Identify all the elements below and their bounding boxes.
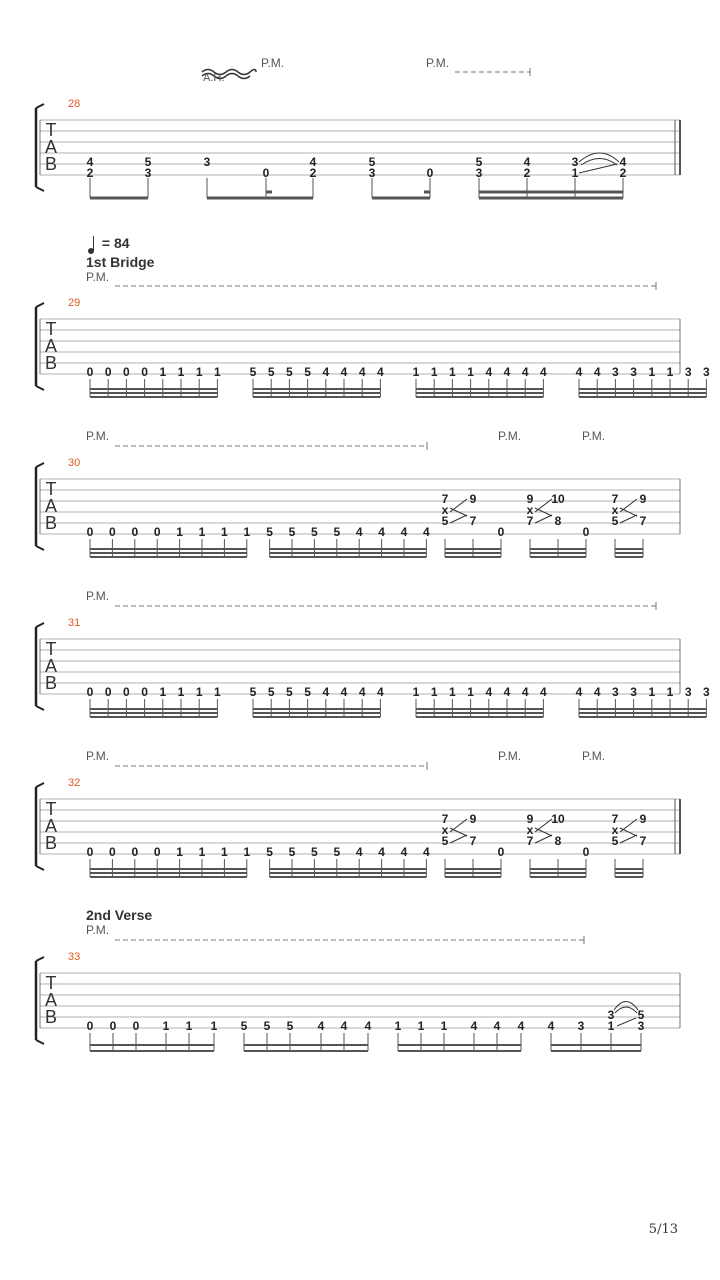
palm-mute-label: P.M. [86, 429, 110, 443]
dead-note-mark: x [611, 823, 619, 837]
fret-number: 1 [430, 365, 438, 379]
fret-number: 4 [358, 365, 366, 379]
fret-number: 5 [441, 514, 449, 528]
tab-clef-letter: T [45, 479, 57, 499]
section-title-2nd-verse: 2nd Verse [86, 907, 153, 923]
fret-number: 1 [243, 845, 251, 859]
fret-number: 1 [176, 845, 183, 859]
fret-number: 5 [304, 685, 311, 699]
fret-number: 7 [611, 812, 619, 826]
fret-number: 0 [123, 365, 130, 379]
staff-bracket [36, 386, 44, 390]
fret-number: 5 [304, 365, 311, 379]
fret-number: 5 [240, 1019, 248, 1033]
fret-number: 1 [159, 365, 167, 379]
palm-mute-label: P.M. [261, 56, 285, 70]
fret-number: 3 [703, 685, 710, 699]
fret-number: 3 [612, 685, 619, 699]
slide-x-mark [620, 499, 637, 516]
fret-number: 1 [607, 1019, 615, 1033]
palm-mute-label: P.M. [86, 923, 110, 937]
staff-bracket [36, 957, 44, 961]
fret-number: 1 [571, 166, 579, 180]
tab-clef-letter: T [45, 639, 57, 659]
tempo-value: = 84 [101, 235, 130, 251]
fret-number: 1 [666, 365, 674, 379]
fret-number: 4 [540, 365, 547, 379]
fret-number: 7 [441, 812, 449, 826]
staff-bracket [36, 303, 44, 307]
fret-number: 4 [309, 155, 317, 169]
fret-number: 3 [203, 155, 211, 169]
fret-number: 4 [547, 1019, 555, 1033]
fret-number: 0 [132, 1019, 140, 1033]
staff-bracket [36, 706, 44, 710]
fret-number: 5 [333, 525, 341, 539]
fret-number: 1 [195, 685, 203, 699]
fret-number: 1 [198, 525, 206, 539]
fret-number: 5 [249, 365, 257, 379]
fret-number: 4 [485, 685, 493, 699]
palm-mute-label: P.M. [426, 56, 450, 70]
fret-number: 0 [131, 845, 139, 859]
fret-number: 4 [86, 155, 94, 169]
fret-number: 4 [503, 365, 511, 379]
fret-number: 4 [619, 155, 627, 169]
artificial-harmonic-label: A.H. [203, 72, 225, 84]
dead-note-mark: x [441, 503, 449, 517]
fret-number: 0 [262, 166, 270, 180]
fret-number: 7 [469, 514, 477, 528]
staff-bracket [36, 463, 44, 467]
fret-number: 4 [340, 685, 348, 699]
fret-number: 4 [378, 525, 385, 539]
staff-bracket [36, 623, 44, 627]
fret-number: 1 [159, 685, 167, 699]
slide-line [579, 164, 617, 173]
fret-number: 1 [214, 685, 221, 699]
fret-number: 4 [423, 525, 430, 539]
fret-number: 2 [619, 166, 627, 180]
fret-number: 4 [377, 685, 384, 699]
fret-number: 5 [288, 845, 296, 859]
tab-clef-letter: B [44, 1007, 58, 1027]
fret-number: 4 [523, 155, 531, 169]
fret-number: 0 [131, 525, 139, 539]
fret-number: 0 [153, 845, 161, 859]
fret-number: 0 [497, 525, 505, 539]
fret-number: 1 [198, 845, 206, 859]
fret-number: 3 [571, 155, 579, 169]
palm-mute-label: P.M. [498, 749, 522, 763]
slide-line [620, 515, 637, 523]
fret-number: 1 [417, 1019, 425, 1033]
measure-number: 31 [68, 617, 81, 629]
fret-number: 4 [575, 365, 583, 379]
fret-number: 9 [526, 812, 534, 826]
fret-number: 4 [593, 685, 601, 699]
staff-bracket [36, 104, 44, 108]
fret-number: 5 [611, 514, 619, 528]
fret-number: 5 [368, 155, 376, 169]
fret-number: 5 [267, 365, 275, 379]
fret-number: 4 [593, 365, 601, 379]
fret-number: 1 [185, 1019, 193, 1033]
palm-mute-label: P.M. [86, 589, 110, 603]
slide-line [535, 515, 552, 523]
page-number: 5/13 [648, 1222, 678, 1237]
fret-number: 9 [469, 492, 477, 506]
palm-mute-label: P.M. [582, 429, 606, 443]
fret-number: 5 [311, 845, 318, 859]
fret-number: 1 [176, 525, 183, 539]
tab-clef-letter: T [45, 973, 57, 993]
dead-note-mark: x [526, 503, 534, 517]
fret-number: 0 [109, 845, 116, 859]
fret-number: 5 [249, 685, 257, 699]
fret-number: 10 [551, 492, 565, 506]
tab-clef-letter: A [44, 656, 58, 676]
tab-clef-letter: B [44, 154, 58, 174]
fret-number: 0 [86, 365, 94, 379]
fret-number: 4 [358, 685, 366, 699]
slide-line [620, 835, 637, 843]
slide-line [617, 1018, 636, 1026]
fret-number: 9 [639, 812, 647, 826]
staff-bracket [36, 1040, 44, 1044]
fret-number: 8 [554, 834, 562, 848]
fret-number: 1 [467, 685, 474, 699]
fret-number: 9 [639, 492, 647, 506]
fret-number: 2 [523, 166, 531, 180]
measure-number: 29 [68, 297, 81, 309]
fret-number: 0 [153, 525, 161, 539]
fret-number: 5 [286, 685, 293, 699]
fret-number: 4 [340, 1019, 348, 1033]
fret-number: 8 [554, 514, 562, 528]
fret-number: 4 [355, 845, 363, 859]
fret-number: 4 [521, 365, 529, 379]
tab-clef-letter: B [44, 833, 58, 853]
fret-number: 0 [109, 525, 116, 539]
slide-x-mark [450, 499, 467, 516]
palm-mute-label: P.M. [86, 270, 110, 284]
fret-number: 0 [86, 685, 94, 699]
fret-number: 0 [497, 845, 505, 859]
fret-number: 3 [684, 685, 692, 699]
fret-number: 5 [611, 834, 619, 848]
fret-number: 4 [521, 685, 529, 699]
fret-number: 1 [412, 685, 420, 699]
fret-number: 4 [423, 845, 430, 859]
fret-number: 3 [475, 166, 483, 180]
measure-number: 30 [68, 457, 81, 469]
measure-number: 33 [68, 951, 81, 963]
tab-clef-letter: A [44, 990, 58, 1010]
fret-number: 4 [485, 365, 493, 379]
fret-number: 5 [286, 1019, 294, 1033]
hammer-on-arc [615, 1007, 637, 1013]
fret-number: 4 [575, 685, 583, 699]
fret-number: 4 [470, 1019, 478, 1033]
hammer-on-arc [579, 153, 619, 162]
fret-number: 0 [141, 685, 148, 699]
fret-number: 1 [214, 365, 221, 379]
fret-number: 2 [309, 166, 317, 180]
fret-number: 5 [475, 155, 483, 169]
fret-number: 0 [86, 1019, 94, 1033]
fret-number: 0 [109, 1019, 117, 1033]
fret-number: 7 [639, 834, 647, 848]
slide-line [535, 835, 552, 843]
fret-number: 4 [540, 685, 547, 699]
fret-number: 5 [267, 685, 275, 699]
fret-number: 0 [141, 365, 148, 379]
fret-number: 4 [378, 845, 385, 859]
fret-number: 3 [577, 1019, 585, 1033]
fret-number: 5 [333, 845, 341, 859]
slide-x-mark [535, 819, 552, 836]
staff-bracket [36, 866, 44, 870]
fret-number: 3 [607, 1008, 615, 1022]
fret-number: 1 [648, 685, 656, 699]
tab-clef-letter: A [44, 336, 58, 356]
fret-number: 4 [322, 365, 330, 379]
tab-clef-letter: B [44, 673, 58, 693]
staff-bracket [36, 187, 44, 191]
slide-x-mark [535, 499, 552, 516]
tab-clef-letter: B [44, 513, 58, 533]
fret-number: 4 [400, 525, 408, 539]
fret-number: 4 [400, 845, 408, 859]
fret-number: 9 [526, 492, 534, 506]
fret-number: 1 [648, 365, 656, 379]
tempo-marking [88, 235, 130, 254]
palm-mute-label: P.M. [498, 429, 522, 443]
tab-clef-letter: B [44, 353, 58, 373]
fret-number: 5 [266, 525, 273, 539]
slide-line [450, 835, 467, 843]
fret-number: 1 [177, 685, 185, 699]
fret-number: 4 [503, 685, 511, 699]
fret-number: 4 [493, 1019, 501, 1033]
fret-number: 4 [364, 1019, 372, 1033]
fret-number: 1 [430, 685, 438, 699]
fret-number: 3 [630, 685, 637, 699]
fret-number: 3 [703, 365, 710, 379]
fret-number: 1 [221, 845, 228, 859]
fret-number: 5 [144, 155, 152, 169]
fret-number: 0 [426, 166, 434, 180]
measure-number: 28 [68, 98, 81, 110]
fret-number: 7 [469, 834, 477, 848]
dead-note-mark: x [441, 823, 449, 837]
fret-number: 9 [469, 812, 477, 826]
fret-number: 10 [551, 812, 565, 826]
palm-mute-label: P.M. [582, 749, 606, 763]
fret-number: 4 [355, 525, 363, 539]
fret-number: 0 [86, 845, 94, 859]
fret-number: 1 [195, 365, 203, 379]
staff-bracket [36, 783, 44, 787]
fret-number: 4 [377, 365, 384, 379]
fret-number: 1 [210, 1019, 218, 1033]
fret-number: 3 [144, 166, 152, 180]
fret-number: 1 [394, 1019, 402, 1033]
fret-number: 0 [86, 525, 94, 539]
fret-number: 4 [517, 1019, 525, 1033]
fret-number: 7 [611, 492, 619, 506]
fret-number: 0 [582, 525, 590, 539]
measure-number: 32 [68, 777, 81, 789]
slide-x-mark [450, 819, 467, 836]
dead-note-mark: x [526, 823, 534, 837]
fret-number: 1 [243, 525, 251, 539]
staff-bracket [36, 546, 44, 550]
fret-number: 5 [441, 834, 449, 848]
fret-number: 4 [322, 685, 330, 699]
slide-x-mark [620, 819, 637, 836]
palm-mute-label: P.M. [86, 749, 110, 763]
tab-clef-letter: A [44, 137, 58, 157]
fret-number: 3 [368, 166, 376, 180]
slide-line [450, 515, 467, 523]
fret-number: 2 [86, 166, 94, 180]
tab-clef-letter: T [45, 319, 57, 339]
fret-number: 3 [684, 365, 692, 379]
fret-number: 1 [177, 365, 185, 379]
fret-number: 7 [441, 492, 449, 506]
fret-number: 7 [639, 514, 647, 528]
tab-clef-letter: A [44, 816, 58, 836]
fret-number: 5 [311, 525, 318, 539]
fret-number: 7 [526, 514, 534, 528]
fret-number: 5 [266, 845, 273, 859]
dead-note-mark: x [611, 503, 619, 517]
fret-number: 7 [526, 834, 534, 848]
tab-clef-letter: A [44, 496, 58, 516]
fret-number: 3 [630, 365, 637, 379]
fret-number: 1 [666, 685, 674, 699]
fret-number: 1 [467, 365, 474, 379]
section-title-1st-bridge: 1st Bridge [86, 254, 155, 270]
fret-number: 1 [449, 365, 456, 379]
fret-number: 4 [340, 365, 348, 379]
fret-number: 4 [317, 1019, 325, 1033]
fret-number: 1 [412, 365, 420, 379]
fret-number: 5 [286, 365, 293, 379]
fret-number: 5 [263, 1019, 271, 1033]
fret-number: 3 [612, 365, 619, 379]
fret-number: 0 [104, 365, 112, 379]
fret-number: 0 [123, 685, 130, 699]
fret-number: 1 [449, 685, 456, 699]
tab-clef-letter: T [45, 799, 57, 819]
fret-number: 1 [162, 1019, 170, 1033]
fret-number: 5 [637, 1008, 645, 1022]
fret-number: 0 [582, 845, 590, 859]
fret-number: 0 [104, 685, 112, 699]
fret-number: 5 [288, 525, 296, 539]
tab-clef-letter: T [45, 120, 57, 140]
fret-number: 3 [637, 1019, 645, 1033]
fret-number: 1 [221, 525, 228, 539]
fret-number: 1 [440, 1019, 448, 1033]
